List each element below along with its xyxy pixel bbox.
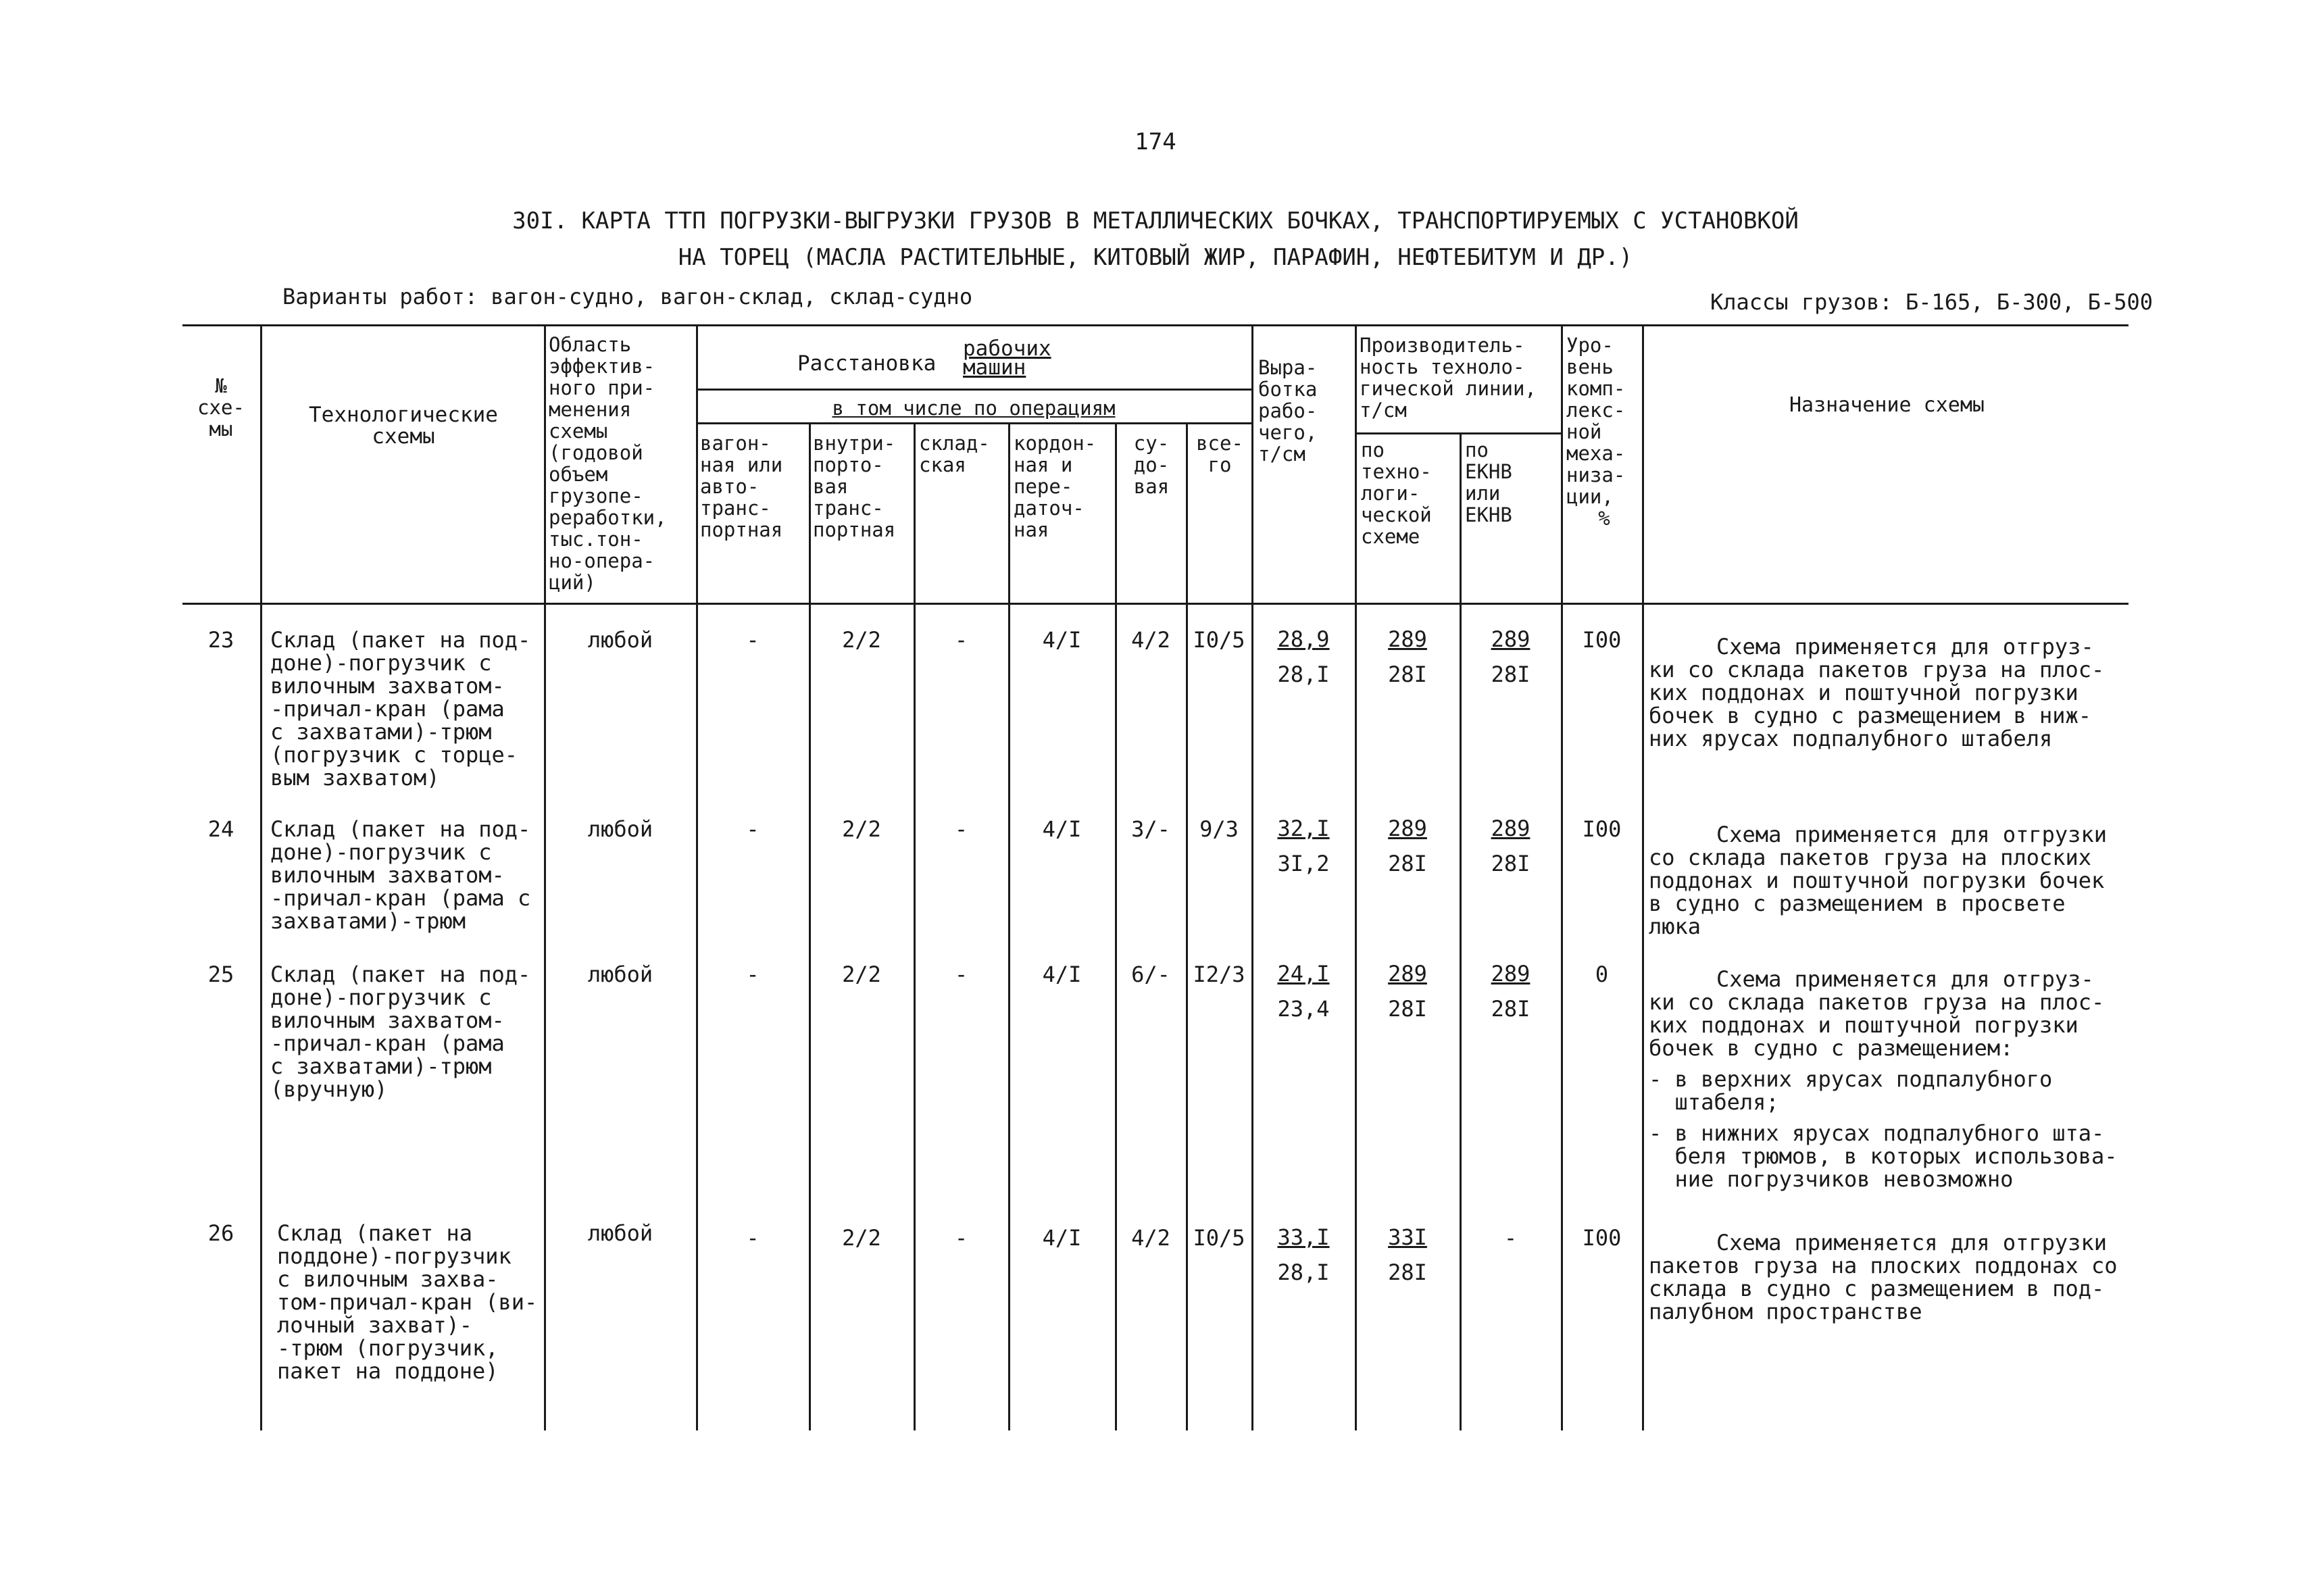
wagon-count: - xyxy=(746,627,760,653)
header-text: вая xyxy=(1133,475,1170,498)
scheme-line: вилочным захватом- xyxy=(270,673,505,699)
col-divider xyxy=(1115,424,1117,1430)
scheme-line: захватами)-трюм xyxy=(270,908,466,934)
intraport-count: 2/2 xyxy=(842,816,881,842)
header-text: портная xyxy=(813,518,896,541)
scheme-line: с вилочным захва- xyxy=(277,1266,499,1292)
header-text: транс- xyxy=(700,497,771,520)
application-area: любой xyxy=(587,627,653,653)
header-application-area xyxy=(549,334,694,593)
header-warehouse xyxy=(919,432,1007,476)
total-count: I0/5 xyxy=(1193,1225,1245,1251)
header-text: эффектив- xyxy=(549,355,655,378)
mechanization-level: I00 xyxy=(1582,627,1622,653)
header-text: объем xyxy=(549,463,608,486)
worker-output xyxy=(1253,622,1354,692)
header-text: вая xyxy=(813,475,849,498)
scheme-number: 25 xyxy=(207,962,234,987)
scheme-line: Склад (пакет на под- xyxy=(270,627,531,653)
intraport-count: 2/2 xyxy=(842,627,881,653)
productivity-denominator: 28I xyxy=(1388,662,1427,687)
page-number: 174 xyxy=(1135,128,1176,155)
operations-sub-rule xyxy=(696,422,1251,424)
purpose-line: ки со склада пакетов груза на плос- xyxy=(1649,989,2105,1015)
scheme-line: -трюм (погрузчик, xyxy=(277,1335,499,1361)
productivity-denominator: 28I xyxy=(1388,996,1427,1022)
scheme-line: пакет на поддоне) xyxy=(277,1358,499,1384)
total-count: I2/3 xyxy=(1193,962,1245,987)
header-text: авто- xyxy=(700,475,760,498)
scheme-number: 23 xyxy=(207,627,234,653)
header-text: № xyxy=(215,374,227,397)
header-text: вагон- xyxy=(700,432,771,455)
purpose-line: бочек в судно с размещением в ниж- xyxy=(1649,703,2092,728)
header-text: Выра- xyxy=(1258,356,1318,379)
header-text: су- xyxy=(1133,432,1170,455)
header-text: Уро- xyxy=(1566,334,1614,357)
header-prod-by-scheme xyxy=(1361,439,1458,547)
productivity-denominator: 28I xyxy=(1491,851,1530,876)
warehouse-count: - xyxy=(954,1225,968,1251)
header-text: порто- xyxy=(813,453,884,476)
header-prod-by-ekhnv xyxy=(1465,439,1560,526)
scheme-number: 26 xyxy=(207,1220,234,1246)
productivity-numerator: 289 xyxy=(1491,626,1530,652)
productivity-by-ekhnv xyxy=(1461,1226,1560,1249)
header-text: транс- xyxy=(813,497,884,520)
header-text: но-опера- xyxy=(549,549,655,572)
ship-count: 4/2 xyxy=(1131,627,1170,653)
col-divider xyxy=(914,424,916,1430)
header-text: даточ- xyxy=(1014,497,1085,520)
header-text: рабочих xyxy=(963,336,1051,361)
productivity-by-scheme xyxy=(1356,811,1459,881)
title-line-2: НА ТОРЕЦ (МАСЛА РАСТИТЕЛЬНЫЕ, КИТОВЫЙ ЖИР, ПАРАФИН, НЕФТЕБИТУМ И ДР.) xyxy=(678,244,1633,271)
header-text: схемы xyxy=(549,420,608,443)
scheme-description xyxy=(270,963,544,1101)
purpose-line: пакетов груза на плоских поддонах со xyxy=(1649,1253,2118,1278)
productivity-by-scheme xyxy=(1356,1220,1459,1290)
header-text: пере- xyxy=(1014,475,1073,498)
mechanization-level: I00 xyxy=(1582,816,1622,842)
header-ship xyxy=(1118,432,1185,497)
header-text: склад- xyxy=(919,432,990,455)
document-title xyxy=(324,203,1987,276)
header-text xyxy=(963,336,1051,380)
purpose-line: Схема применяется для отгруз- xyxy=(1716,966,2094,992)
header-text: все- xyxy=(1196,432,1243,455)
work-variants: Варианты работ: вагон-судно, вагон-склад, склад-судно xyxy=(282,284,973,309)
purpose-line: - в верхних ярусах подпалубного xyxy=(1649,1066,2053,1092)
output-numerator: 24,I xyxy=(1277,961,1330,987)
col-divider xyxy=(1561,326,1563,1430)
productivity-numerator: 289 xyxy=(1388,816,1427,841)
header-text: Расстановка xyxy=(797,351,937,376)
scheme-line: доне)-погрузчик с xyxy=(270,984,492,1010)
header-text: Технологические xyxy=(309,403,498,427)
header-text: или xyxy=(1465,482,1501,505)
header-text: ного при- xyxy=(549,376,655,399)
header-text: вень xyxy=(1566,355,1614,378)
purpose-line: ки со склада пакетов груза на плос- xyxy=(1649,657,2105,682)
header-scheme-purpose: Назначение схемы xyxy=(1789,393,1985,417)
col-divider xyxy=(696,326,698,1430)
scheme-line: -причал-кран (рама с xyxy=(270,885,531,911)
scheme-line: вилочным захватом- xyxy=(270,1007,505,1033)
header-text: ЕКНВ xyxy=(1465,503,1512,526)
header-text: мы xyxy=(209,418,233,441)
output-numerator: 33,I xyxy=(1277,1224,1330,1250)
header-text: Производитель- xyxy=(1360,334,1525,357)
header-text: до- xyxy=(1133,453,1170,476)
header-intraport-transport xyxy=(813,432,913,541)
header-text: % xyxy=(1598,507,1610,530)
ship-count: 4/2 xyxy=(1131,1225,1170,1251)
header-scheme-number xyxy=(184,375,258,440)
output-denominator: 3I,2 xyxy=(1277,851,1330,876)
scheme-purpose xyxy=(1649,823,2125,938)
scheme-line: доне)-погрузчик с xyxy=(270,839,492,865)
cordon-count: 4/I xyxy=(1042,1225,1082,1251)
warehouse-count: - xyxy=(954,627,968,653)
header-text: лекс- xyxy=(1566,399,1626,422)
wagon-count: - xyxy=(746,1225,760,1251)
header-text: комп- xyxy=(1566,377,1626,400)
header-text: портная xyxy=(700,518,783,541)
header-text: внутри- xyxy=(813,432,896,455)
placement-sub-rule xyxy=(696,389,1251,391)
header-text: схе- xyxy=(197,396,245,419)
table-top-rule xyxy=(182,324,2129,326)
header-text: ная или xyxy=(700,453,783,476)
scheme-description xyxy=(277,1222,544,1382)
application-area: любой xyxy=(587,962,653,987)
header-text: по xyxy=(1465,439,1489,462)
header-text: гической линии, xyxy=(1360,377,1537,400)
header-text: реработки, xyxy=(549,506,667,529)
scheme-line: Склад (пакет на xyxy=(277,1220,472,1246)
header-text: ной xyxy=(1566,420,1602,443)
col-divider xyxy=(260,326,262,1430)
title-line-1: 30I. КАРТА ТТП ПОГРУЗКИ-ВЫГРУЗКИ ГРУЗОВ В МЕТАЛЛИЧЕСКИХ БОЧКАХ, ТРАНСПОРТИРУЕМЫХ С УСТАНОВКОЙ xyxy=(512,207,1799,234)
purpose-line: поддонах и поштучной погрузки бочек xyxy=(1649,868,2105,893)
scheme-line: (погрузчик с торце- xyxy=(270,742,518,768)
col-divider xyxy=(544,326,546,1430)
intraport-count: 2/2 xyxy=(842,1225,881,1251)
productivity-by-ekhnv xyxy=(1461,956,1560,1026)
purpose-line: склада в судно с размещением в под- xyxy=(1649,1276,2105,1301)
scheme-purpose xyxy=(1649,968,2125,1191)
scheme-line: -причал-кран (рама xyxy=(270,696,505,722)
mechanization-level: 0 xyxy=(1595,962,1609,987)
cordon-count: 4/I xyxy=(1042,962,1082,987)
scheme-line: вилочным захватом- xyxy=(270,862,505,888)
header-mechanization-level xyxy=(1566,334,1642,529)
productivity-denominator: 28I xyxy=(1491,662,1530,687)
purpose-line: со склада пакетов груза на плоских xyxy=(1649,845,2092,870)
scheme-number: 24 xyxy=(207,816,234,842)
scheme-line: с захватами)-трюм xyxy=(270,719,492,745)
wagon-count: - xyxy=(746,816,760,842)
productivity-by-ekhnv xyxy=(1461,622,1560,692)
header-text: тыс.тон- xyxy=(549,528,643,551)
application-area: любой xyxy=(587,816,653,842)
productivity-numerator: 33I xyxy=(1388,1224,1427,1250)
header-text: рабо- xyxy=(1258,399,1318,422)
header-incl-operations: в том числе по операциям xyxy=(832,397,1116,420)
header-text: кордон- xyxy=(1014,432,1097,455)
application-area: любой xyxy=(587,1220,653,1246)
header-text: ская xyxy=(919,453,966,476)
header-cordon xyxy=(1014,432,1115,541)
header-text: ная и xyxy=(1014,453,1073,476)
ship-count: 3/- xyxy=(1131,816,1170,842)
header-bottom-rule xyxy=(182,603,2129,605)
col-divider xyxy=(1008,424,1010,1430)
scheme-description xyxy=(270,818,544,932)
header-text: по xyxy=(1361,439,1385,462)
header-wagon-transport xyxy=(700,432,808,541)
scheme-line: Склад (пакет на под- xyxy=(270,816,531,842)
col-divider xyxy=(1186,424,1188,1430)
purpose-line: Схема применяется для отгруз- xyxy=(1716,634,2094,659)
cargo-classes: Классы грузов: Б-165, Б-300, Б-500 xyxy=(1710,289,2153,315)
header-text: чего, xyxy=(1258,421,1318,444)
worker-output xyxy=(1253,956,1354,1026)
mechanization-level: I00 xyxy=(1582,1225,1622,1251)
header-total xyxy=(1189,432,1250,476)
scheme-description xyxy=(270,628,544,789)
total-count: 9/3 xyxy=(1199,816,1239,842)
productivity-numerator: 289 xyxy=(1491,961,1530,987)
purpose-line: - в нижних ярусах подпалубного шта- xyxy=(1649,1120,2105,1146)
col-divider xyxy=(1642,326,1644,1430)
purpose-line: в судно с размещением в просвете xyxy=(1649,891,2066,916)
header-text: грузопе- xyxy=(549,484,643,507)
header-text: го xyxy=(1208,453,1232,476)
header-text: техно- xyxy=(1361,460,1432,483)
cordon-count: 4/I xyxy=(1042,627,1082,653)
scheme-line: том-причал-кран (ви- xyxy=(277,1289,538,1315)
scheme-purpose xyxy=(1649,635,2125,750)
scheme-line: доне)-погрузчик с xyxy=(270,650,492,676)
header-text: схеме xyxy=(1361,525,1420,548)
productivity-by-scheme xyxy=(1356,956,1459,1026)
scheme-line: (вручную) xyxy=(270,1076,388,1102)
header-text: ций) xyxy=(549,571,596,594)
productivity-numerator: 289 xyxy=(1491,816,1530,841)
header-text: низа- xyxy=(1566,464,1626,487)
header-text: ции, xyxy=(1566,485,1614,508)
header-text: ность техноло- xyxy=(1360,355,1525,378)
productivity-denominator: 28I xyxy=(1388,1260,1427,1285)
scheme-line: -причал-кран (рама xyxy=(270,1030,505,1056)
productivity-denominator: 28I xyxy=(1491,996,1530,1022)
header-text: т/см xyxy=(1258,443,1305,466)
purpose-line: беля трюмов, в которых использова- xyxy=(1649,1143,2118,1169)
worker-output xyxy=(1253,811,1354,881)
purpose-line: люка xyxy=(1649,914,1701,939)
worker-output xyxy=(1253,1220,1354,1290)
output-denominator: 28,I xyxy=(1277,662,1330,687)
warehouse-count: - xyxy=(954,962,968,987)
purpose-line: штабеля; xyxy=(1649,1089,1779,1115)
purpose-line: бочек в судно с размещением: xyxy=(1649,1035,2014,1061)
wagon-count: - xyxy=(746,962,760,987)
productivity-numerator: 289 xyxy=(1388,626,1427,652)
header-text: менения xyxy=(549,398,632,421)
header-text: (годовой xyxy=(549,441,643,464)
header-text: машин xyxy=(963,355,1026,380)
purpose-line: Схема применяется для отгрузки xyxy=(1716,822,2107,847)
ship-count: 6/- xyxy=(1131,962,1170,987)
productivity-numerator: 289 xyxy=(1388,961,1427,987)
header-text: ная xyxy=(1014,518,1049,541)
total-count: I0/5 xyxy=(1193,627,1245,653)
header-text: ЕКНВ xyxy=(1465,460,1512,483)
scheme-purpose xyxy=(1649,1231,2125,1323)
header-text: логи- xyxy=(1361,482,1420,505)
productivity-denominator: 28I xyxy=(1388,851,1427,876)
header-text: схемы xyxy=(372,424,435,449)
header-text: ческой xyxy=(1361,503,1432,526)
header-text: Область xyxy=(549,333,632,356)
output-numerator: 32,I xyxy=(1277,816,1330,841)
scheme-line: Склад (пакет на под- xyxy=(270,962,531,987)
col-divider xyxy=(809,424,811,1430)
productivity-by-scheme xyxy=(1356,622,1459,692)
header-text: ботка xyxy=(1258,378,1318,401)
purpose-line: палубном пространстве xyxy=(1649,1299,1922,1324)
header-worker-output xyxy=(1258,357,1353,465)
output-denominator: 28,I xyxy=(1277,1260,1330,1285)
scheme-line: вым захватом) xyxy=(270,765,440,791)
productivity-by-ekhnv xyxy=(1461,811,1560,881)
scheme-line: с захватами)-трюм xyxy=(270,1053,492,1079)
warehouse-count: - xyxy=(954,816,968,842)
output-numerator: 28,9 xyxy=(1277,626,1330,652)
productivity-sub-rule xyxy=(1355,432,1561,434)
header-tech-schemes xyxy=(265,404,542,447)
purpose-line: Схема применяется для отгрузки xyxy=(1716,1230,2107,1255)
cordon-count: 4/I xyxy=(1042,816,1082,842)
scheme-line: поддоне)-погрузчик xyxy=(277,1243,512,1269)
purpose-line: них ярусах подпалубного штабеля xyxy=(1649,726,2053,751)
productivity-value: - xyxy=(1503,1225,1518,1251)
purpose-line: ких поддонах и поштучной погрузки xyxy=(1649,1012,2078,1038)
purpose-line: ние погрузчиков невозможно xyxy=(1649,1166,2014,1192)
scheme-line: лочный захват)- xyxy=(277,1312,472,1338)
intraport-count: 2/2 xyxy=(842,962,881,987)
col-divider xyxy=(1460,434,1462,1430)
header-line-productivity xyxy=(1360,334,1561,421)
purpose-line: ких поддонах и поштучной погрузки xyxy=(1649,680,2078,705)
header-text: т/см xyxy=(1360,399,1407,422)
output-denominator: 23,4 xyxy=(1277,996,1330,1022)
header-text: меха- xyxy=(1566,442,1626,465)
